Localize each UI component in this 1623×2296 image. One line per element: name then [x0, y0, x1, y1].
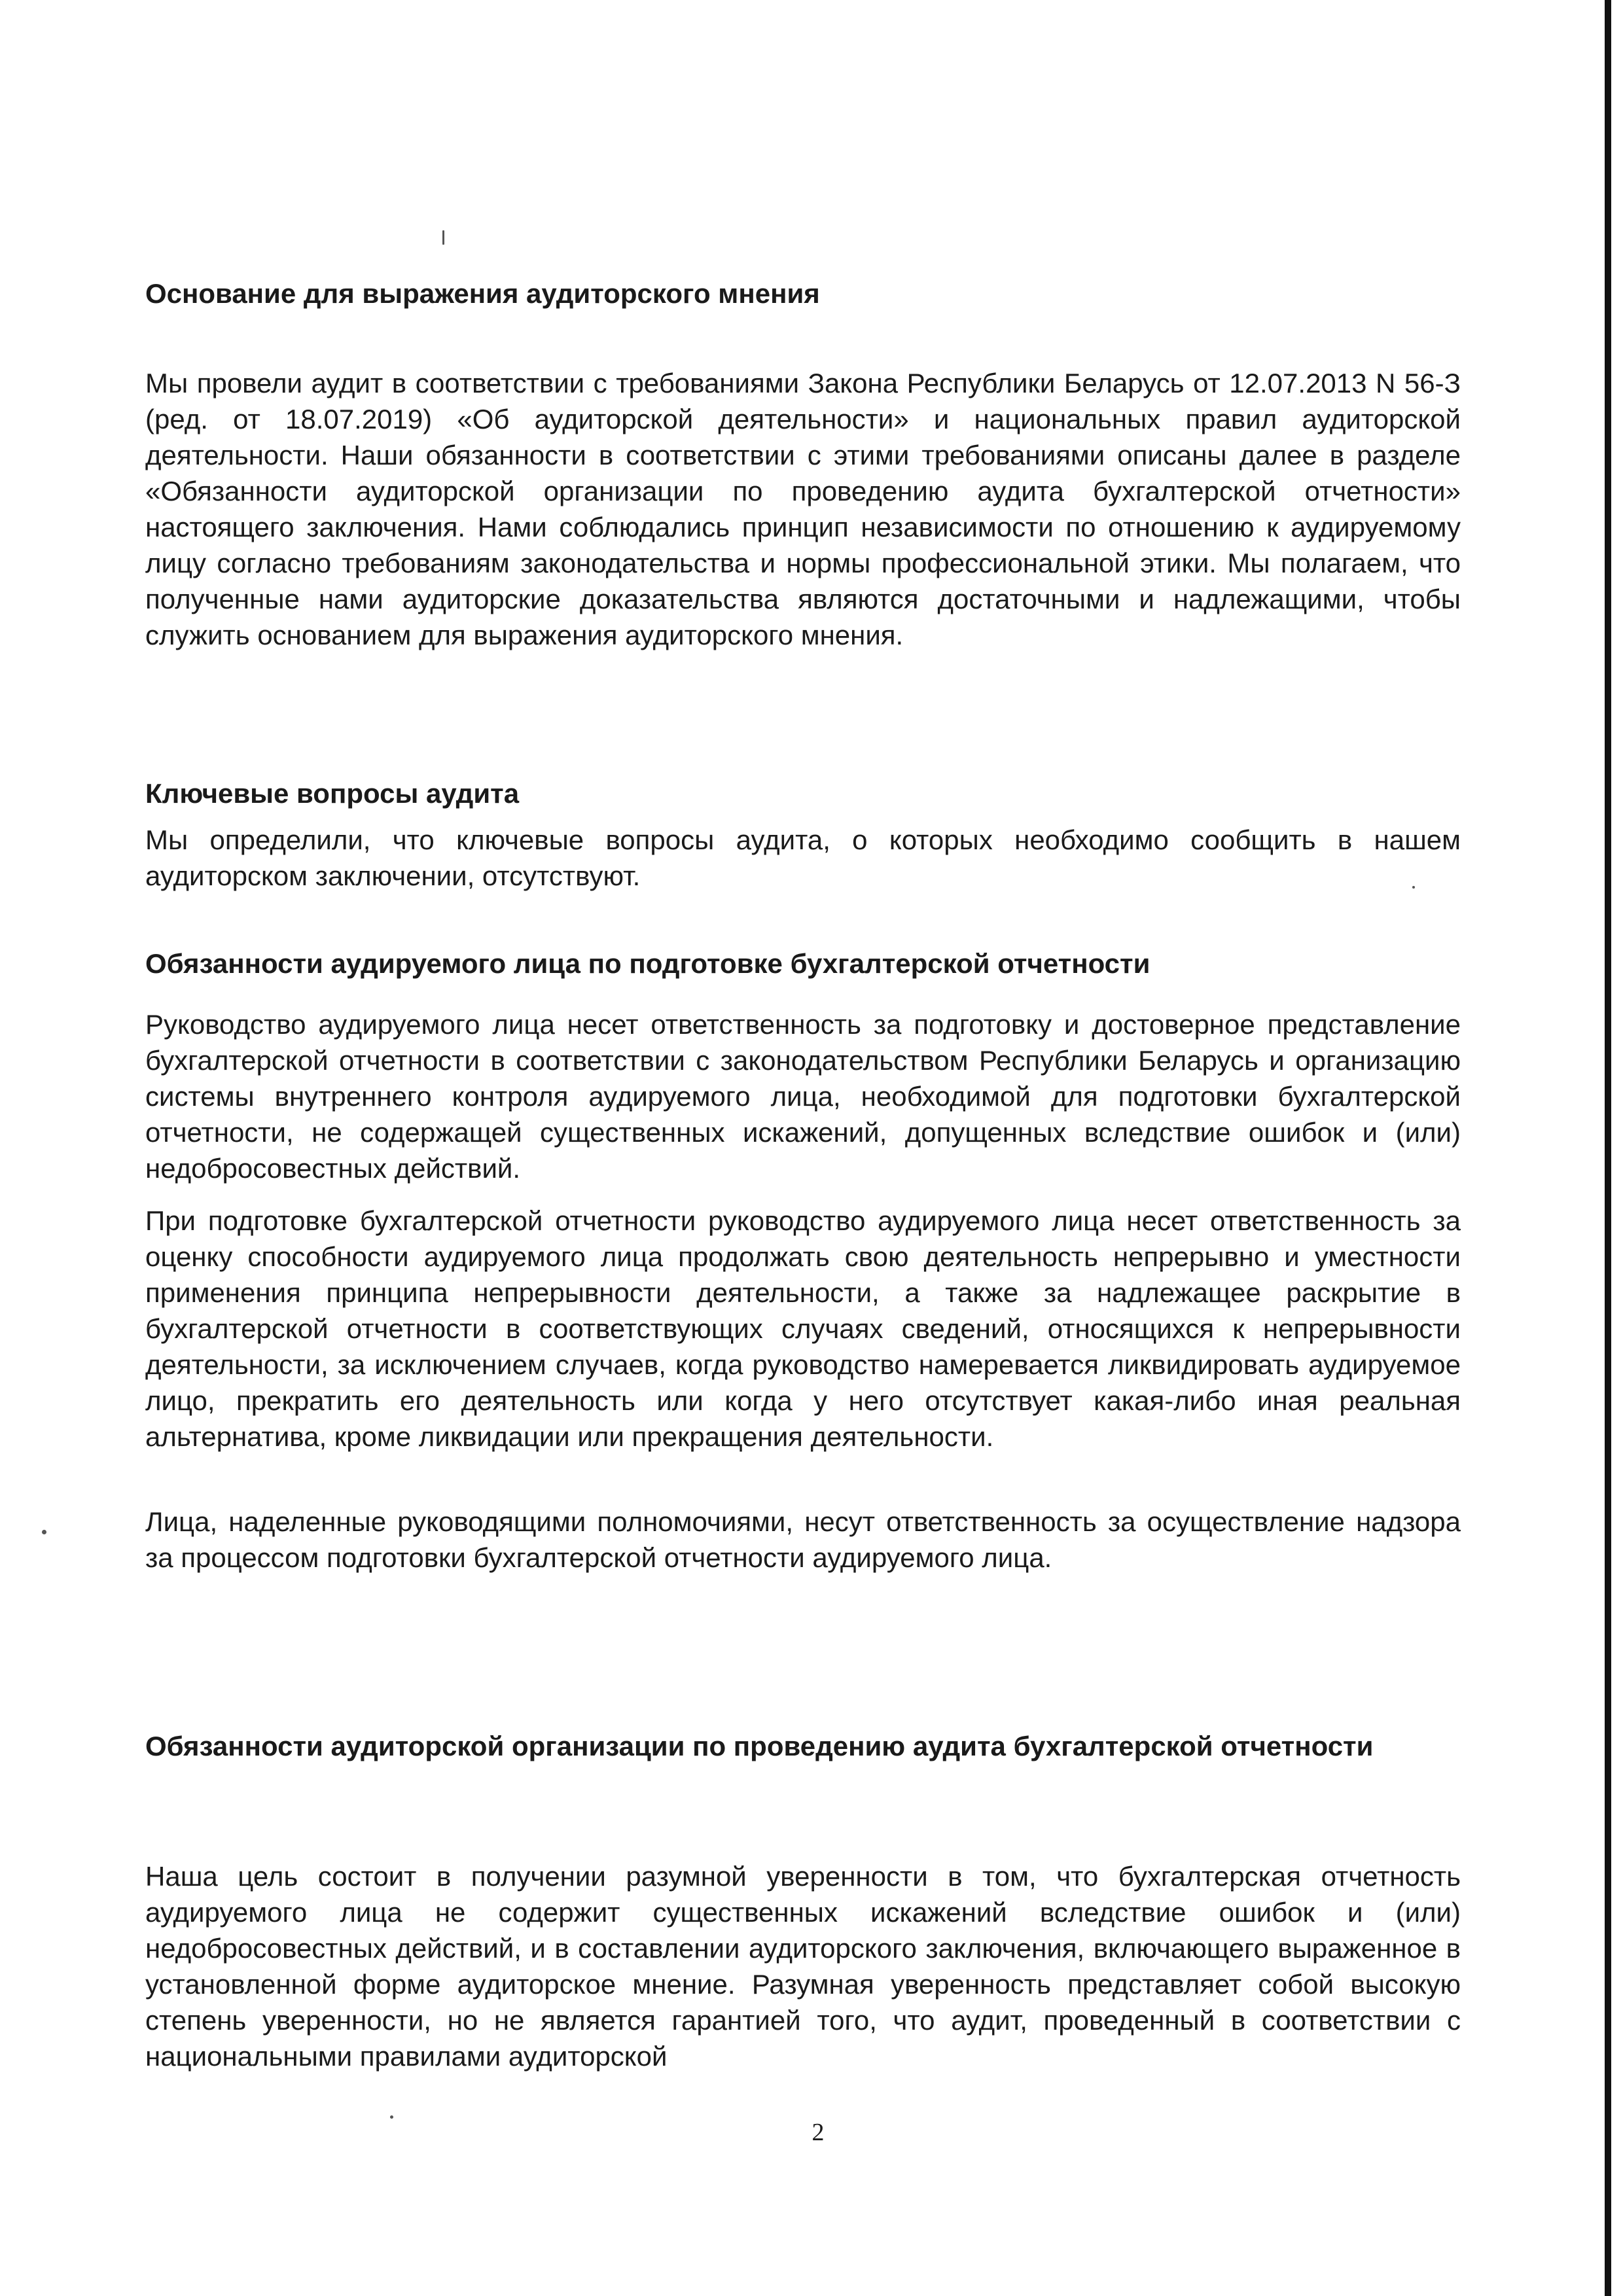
section-paragraph: Мы определили, что ключевые вопросы аудита, о которых необходимо сообщить в нашем аудиторском заключении, отсутствуют. [145, 824, 1461, 891]
section-heading: Обязанности аудиторской организации по проведению аудита бухгалтерской отчетности [145, 1731, 1374, 1761]
section-heading: Обязанности аудируемого лица по подготовке бухгалтерской отчетности [145, 948, 1150, 979]
section-paragraph: При подготовке бухгалтерской отчетности руководство аудируемого лица несет ответственность за оценку способности аудируемого лица продолжать свою деятельность непрерывно и уместности применения принципа непрерывности деятельности, а также за надлежащее раскрытие в бухгалтерской отчетности в соответствующих случаях сведений, относящихся к непрерывности деятельности, за исключением случаев, когда руководство намеревается ликвидировать аудируемое лицо, прекратить его деятельность или когда у него отсутствует какая-либо иная реальная альтернатива, кроме ликвидации или прекращения деятельности. [145, 1205, 1461, 1452]
section-paragraph: Мы провели аудит в соответствии с требованиями Закона Республики Беларусь от 12.07.2013 N 56-З (ред. от 18.07.2019) «Об аудиторской деятельности» и национальных правил аудиторской деятельности. Наши обязанности в соответствии с этими требованиями описаны далее в разделе «Обязанности аудиторской организации по проведению аудита бухгалтерской отчетности» настоящего заключения. Нами соблюдались принцип независимости по отношению к аудируемому лицу согласно требованиям законодательства и нормы профессиональной этики. Мы полагаем, что полученные нами аудиторские доказательства являются достаточными и надлежащими, чтобы служить основанием для выражения аудиторского мнения. [145, 368, 1461, 650]
section-paragraph: Лица, наделенные руководящими полномочиями, несут ответственность за осуществление надзора за процессом подготовки бухгалтерской отчетности аудируемого лица. [145, 1506, 1461, 1573]
scan-speck [442, 230, 444, 245]
scan-border [1605, 0, 1611, 2296]
scan-speck [42, 1530, 46, 1534]
section-heading: Основание для выражения аудиторского мнения [145, 278, 820, 309]
scan-speck [390, 2115, 393, 2119]
section-heading: Ключевые вопросы аудита [145, 778, 520, 809]
section-paragraph: Наша цель состоит в получении разумной уверенности в том, что бухгалтерская отчетность аудируемого лица не содержит существенных искажений вследствие ошибок и (или) недобросовестных действий, и в составлении аудиторского заключения, включающего выраженное в установленной форме аудиторское мнение. Разумная уверенность представляет собой высокую степень уверенности, но не является гарантией того, что аудит, проведенный в соответствии с национальными правилами аудиторской [145, 1861, 1461, 2072]
page-number: 2 [812, 2119, 825, 2146]
section-paragraph: Руководство аудируемого лица несет ответственность за подготовку и достоверное представление бухгалтерской отчетности в соответствии с законодательством Республики Беларусь и организацию системы внутреннего контроля аудируемого лица, необходимой для подготовки бухгалтерской отчетности, не содержащей существенных искажений, допущенных вследствие ошибок и (или) недобросовестных действий. [145, 1009, 1461, 1184]
